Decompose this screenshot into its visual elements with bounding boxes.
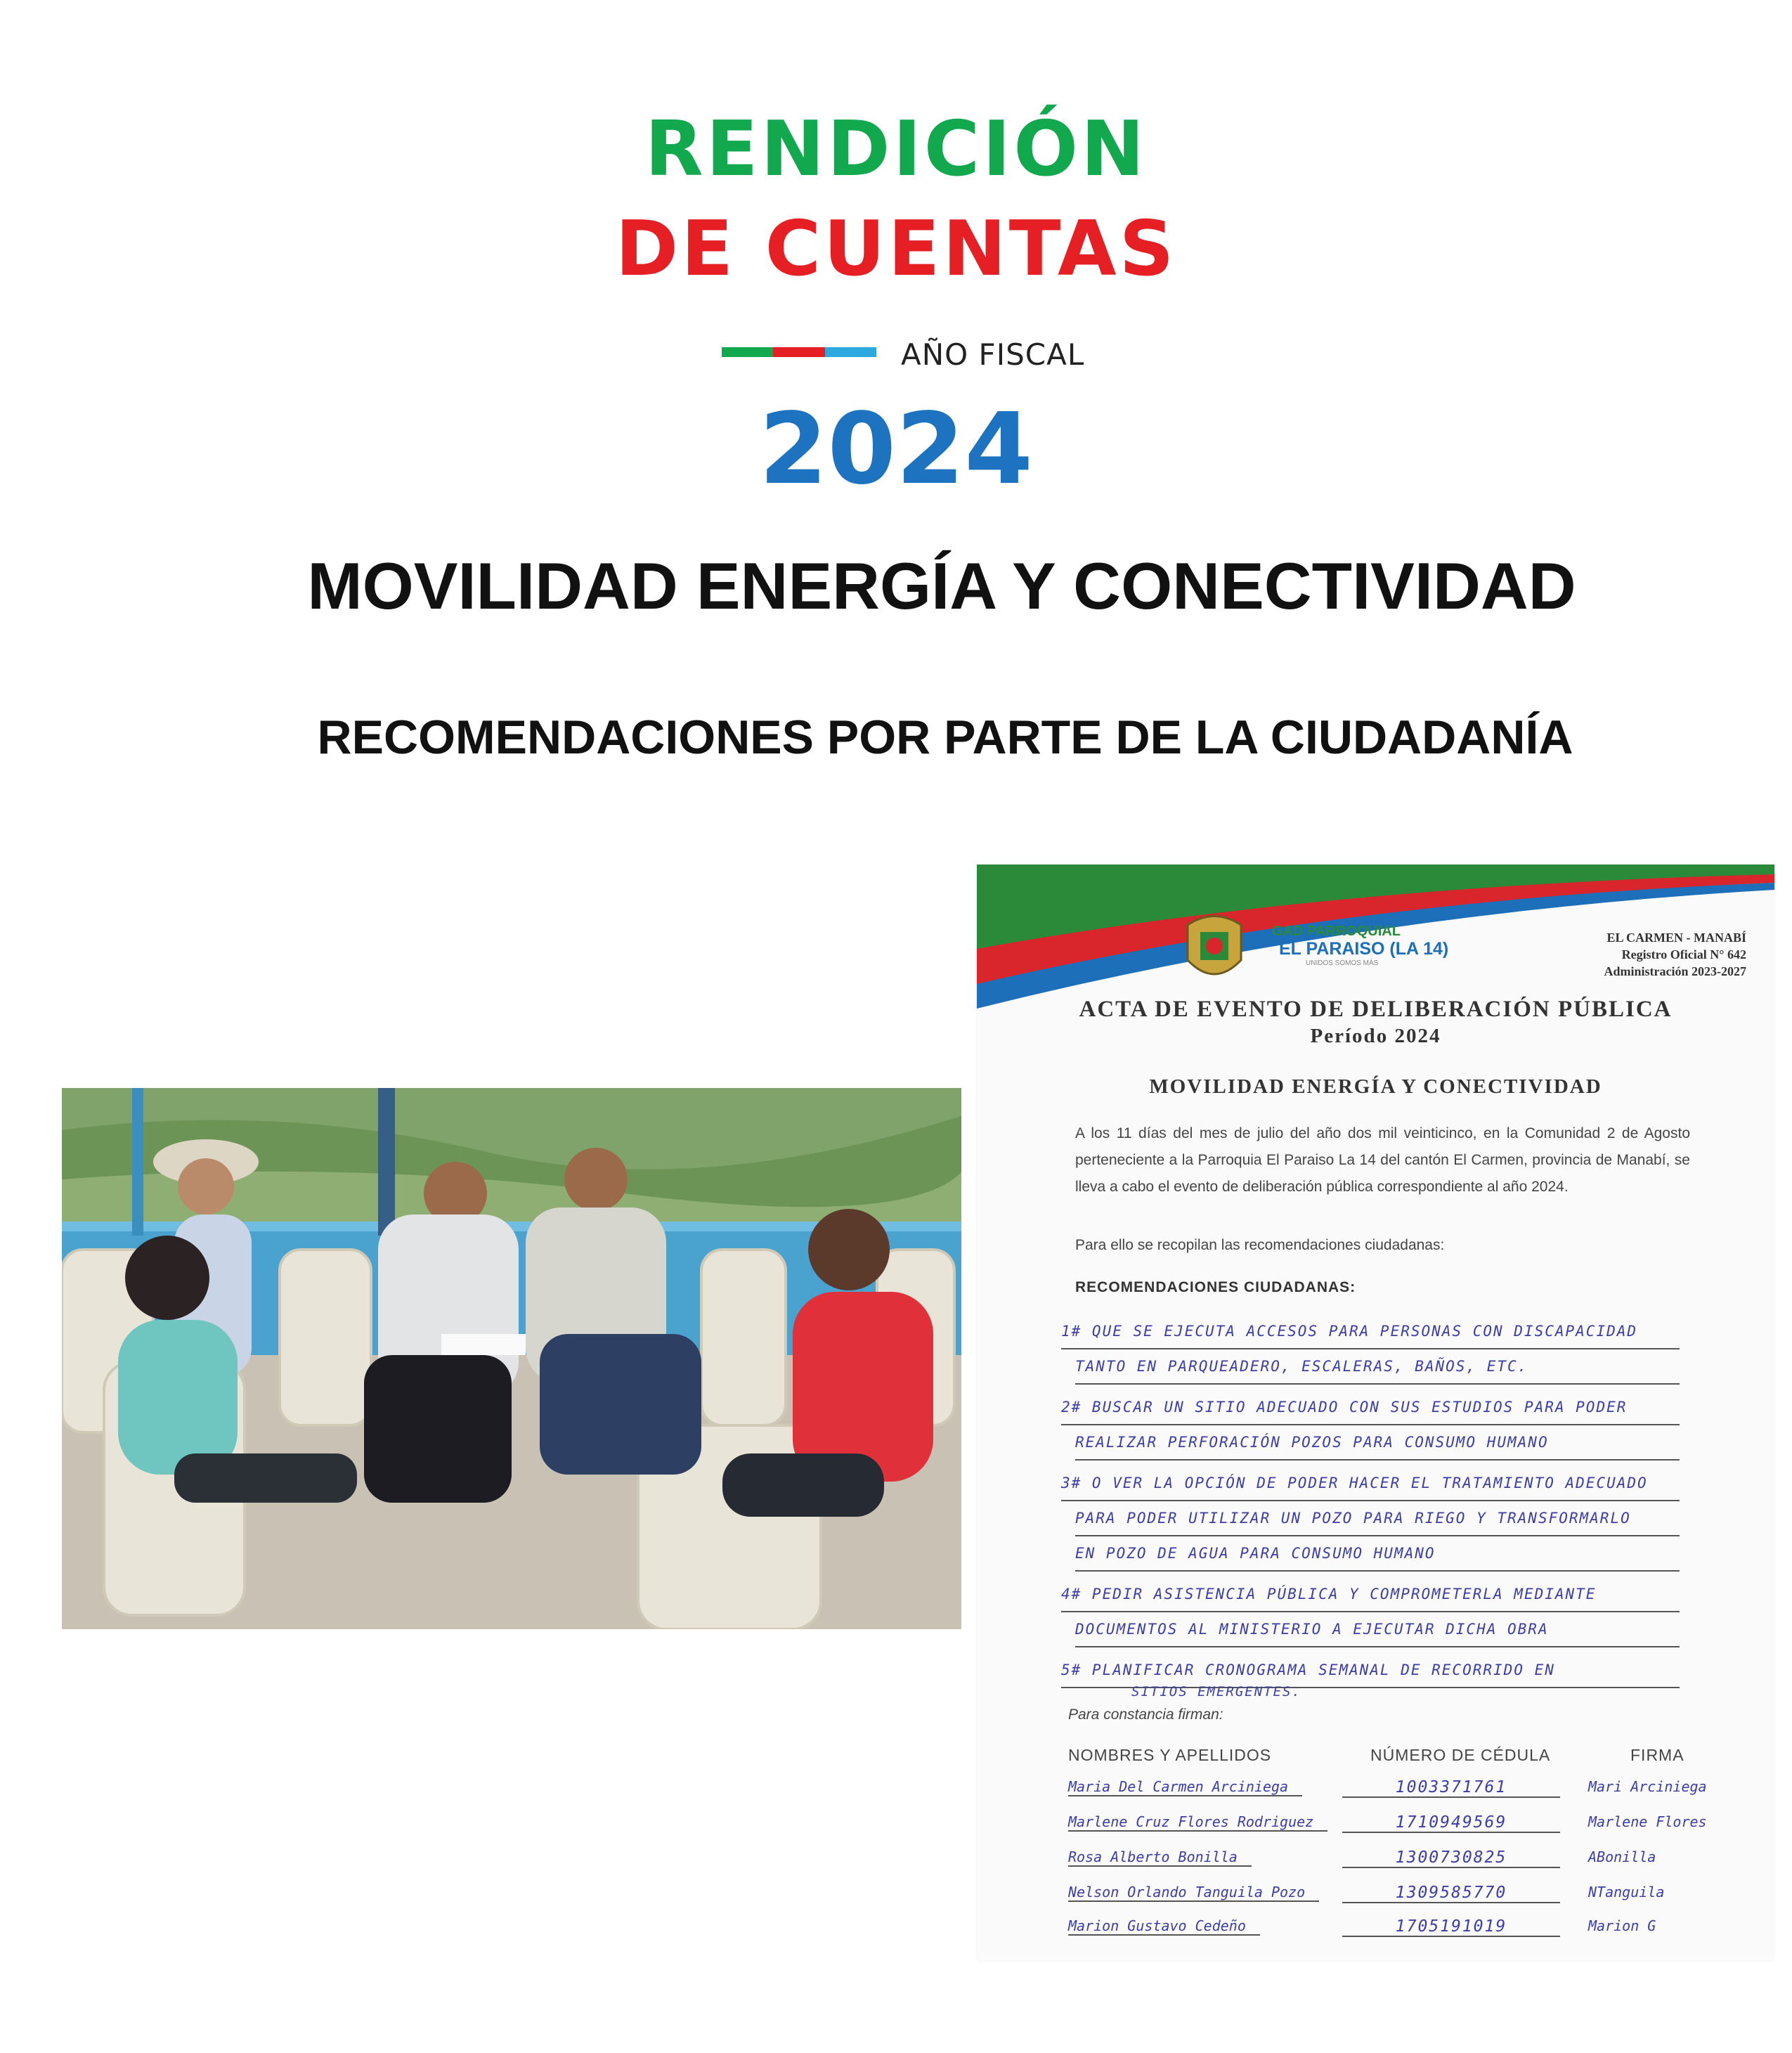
signer-name: Maria Del Carmen Arciniega [1068, 1778, 1302, 1796]
recommendation-line: REALIZAR PERFORACIÓN POZOS PARA CONSUMO HUMANO [1075, 1425, 1680, 1461]
acta-intro-text: Para ello se recopilan las recomendaciones ciudadanas: [1075, 1237, 1445, 1253]
recommendation-line: 2# BUSCAR UN SITIO ADECUADO CON SUS ESTUDIOS PARA PODER [1061, 1390, 1680, 1425]
signer-name: Rosa Alberto Bonilla [1068, 1848, 1252, 1867]
signer-signature: Marlene Flores [1588, 1813, 1707, 1830]
signature-row [1068, 1813, 1715, 1846]
meeting-photo [62, 1088, 961, 1629]
signer-signature: NTanguila [1588, 1884, 1665, 1900]
title-rendicion: RENDICIÓN [644, 105, 1148, 193]
acta-administration: Administración 2023-2027 [1604, 964, 1746, 978]
title-de-cuentas: DE CUENTAS [615, 205, 1177, 293]
recommendation-line: 1# QUE SE EJECUTA ACCESOS PARA PERSONAS CON DISCAPACIDAD [1061, 1314, 1680, 1349]
recommendation-line: TANTO EN PARQUEADERO, ESCALERAS, BAÑOS, ETC. [1075, 1349, 1680, 1385]
acta-document [977, 864, 1774, 1961]
signer-cedula: 1710949569 [1342, 1813, 1560, 1833]
meeting-photo-illustration [62, 1088, 961, 1629]
parish-seal-icon [1181, 911, 1248, 988]
acta-heading: ACTA DE EVENTO DE DELIBERACIÓN PÚBLICA [1079, 997, 1673, 1022]
acta-place-block [1604, 929, 1747, 980]
column-header-names: NOMBRES Y APELLIDOS [1068, 1746, 1272, 1764]
signature-row [1068, 1778, 1715, 1811]
flag-color-bar [722, 347, 876, 357]
recommendation-line: EN POZO DE AGUA PARA CONSUMO HUMANO [1075, 1536, 1680, 1572]
recommendation-line: SITIOS EMERGENTES. [1131, 1684, 1301, 1699]
recommendation-line: 4# PEDIR ASISTENCIA PÚBLICA Y COMPROMETERLA MEDIANTE [1061, 1577, 1680, 1612]
signature-row [1068, 1848, 1715, 1881]
column-header-cedula: NÚMERO DE CÉDULA [1370, 1746, 1551, 1764]
acta-registry: Registro Oficial N° 642 [1621, 947, 1746, 961]
signature-row [1068, 1884, 1715, 1916]
acta-period: Período 2024 [1310, 1025, 1441, 1047]
subtitle: RECOMENDACIONES POR PARTE DE LA CIUDADANÍA [317, 711, 1573, 764]
signer-cedula: 1300730825 [1342, 1848, 1560, 1868]
section-title: MOVILIDAD ENERGÍA Y CONECTIVIDAD [307, 549, 1576, 623]
recommendation-line: PARA PODER UTILIZAR UN POZO PARA RIEGO Y TRANSFORMARLO [1075, 1501, 1680, 1536]
acta-body-text: A los 11 días del mes de julio del año dos mil veinticinco, en la Comunidad 2 de Agosto perteneciente a la Parroquia El Paraiso La 14 del cantón El Carmen, provincia de Manabí, se lleva a cabo el evento de deliberación pública correspondiente al año 2024. [1075, 1125, 1690, 1195]
acta-place: EL CARMEN - MANABÍ [1606, 931, 1746, 945]
acta-constancia: Para constancia firman: [1068, 1706, 1223, 1723]
signer-cedula: 1705191019 [1342, 1917, 1560, 1937]
signer-signature: Mari Arciniega [1588, 1778, 1707, 1795]
signature-row [1068, 1917, 1715, 1950]
signer-name: Marlene Cruz Flores Rodriguez [1068, 1813, 1327, 1832]
recommendation-line: 5# PLANIFICAR CRONOGRAMA SEMANAL DE RECORRIDO EN [1061, 1653, 1680, 1688]
acta-recommendations-title: RECOMENDACIONES CIUDADANAS: [1075, 1279, 1356, 1295]
acta-org-line1: GAD PARROQUIAL [1272, 924, 1401, 939]
acta-org-line2: EL PARAISO (LA 14) [1279, 939, 1449, 959]
signer-signature: Marion G [1588, 1917, 1656, 1934]
fiscal-year: 2024 [759, 392, 1033, 507]
recommendation-line: DOCUMENTOS AL MINISTERIO A EJECUTAR DICHA OBRA [1075, 1612, 1680, 1647]
signer-cedula: 1003371761 [1342, 1778, 1560, 1798]
signer-name: Marion Gustavo Cedeño [1068, 1917, 1260, 1936]
recommendation-line: 3# O VER LA OPCIÓN DE PODER HACER EL TRATAMIENTO ADECUADO [1061, 1466, 1680, 1501]
signer-cedula: 1309585770 [1342, 1884, 1560, 1903]
fiscal-year-label: AÑO FISCAL [901, 337, 1085, 372]
signer-name: Nelson Orlando Tanguila Pozo [1068, 1884, 1319, 1902]
acta-section-title: MOVILIDAD ENERGÍA Y CONECTIVIDAD [1149, 1075, 1602, 1098]
column-header-firma: FIRMA [1630, 1746, 1684, 1764]
signer-signature: ABonilla [1588, 1848, 1656, 1865]
acta-org-line3: UNIDOS SOMOS MÁS [1306, 959, 1379, 967]
